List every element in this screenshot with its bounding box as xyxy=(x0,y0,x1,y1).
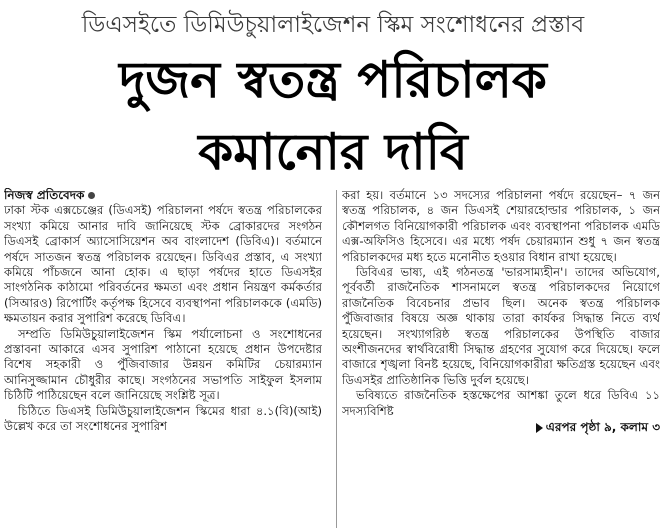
continuation-note xyxy=(342,420,660,435)
paragraph: করা হয়। বর্তমানে ১৩ সদস্যের পরিচালনা পর্ষদে রয়েছেন– ৭ জন স্বতন্ত্র পরিচালক, ৪ জন ডিএসই শেয়ারহোল্ডার পরিচালক, ১ জন কৌশলগত বিনিয়োগকারী পরিচালক এবং ব্যবস্থাপনা পরিচালক এমডি এক্স-অফিসিও হিসেবে। এর মধ্যে পর্ষদ চেয়ারম্যান শুধু ৭ জন স্বতন্ত্র পরিচালকদের মধ্য হতে মনোনীত হওয়ার বিধান রাখা হয়েছে। xyxy=(342,188,660,264)
paragraph: ঢাকা স্টক এক্সচেঞ্জের (ডিএসই) পরিচালনা পর্ষদে স্বতন্ত্র পরিচালকের সংখ্যা কমিয়ে আনার দাবি জানিয়েছে স্টক ব্রোকারদের সংগঠন ডিএসই ব্রোকার্স অ্যাসোসিয়েশন অব বাংলাদেশ (ডিবিএ)। বর্তমানে পর্ষদে সাতজন স্বতন্ত্র পরিচালক রয়েছেন। ডিবিএর প্রস্তাব, এ সংখ্যা কমিয়ে পাঁচজনে আনা হোক। এ ছাড়া পর্ষদের হাতে ডিএসইর সাংগঠনিক কাঠামো পরিবর্তনের ক্ষমতা এবং প্রধান নিয়ন্ত্রণ কর্মকর্তার (সিআরও) রিপোর্টিং কর্তৃপক্ষ হিসেবে ব্যবস্থাপনা পরিচালককে (এমডি) ক্ষমতায়ন করার সুপারিশ করেছে ডিবিএ। xyxy=(4,203,322,326)
arrow-right-icon xyxy=(536,423,543,433)
byline-text: নিজস্ব প্রতিবেদক xyxy=(4,188,85,202)
bullet-icon xyxy=(88,192,95,199)
kicker-headline: ডিএসইতে ডিমিউচুয়ালাইজেশন স্কিম সংশোধনের প্রস্তাব xyxy=(81,12,585,38)
headline-line-2: কমানোর দাবি xyxy=(198,123,468,181)
byline xyxy=(4,188,322,203)
continuation-text: এরপর পৃষ্ঠা ৯, কলাম ৩ xyxy=(545,420,660,435)
paragraph: ডিবিএর ভাষ্য, এই গঠনতন্ত্র 'ভারসাম্যহীন'। তাদের অভিযোগ, পূর্ববর্তী রাজনৈতিক শাসনামলে স্বতন্ত্র পরিচালকদের নিয়োগে রাজনৈতিক বিবেচনার প্রভাব ছিল। অনেক স্বতন্ত্র পরিচালক পুঁজিবাজার বিষয়ে অজ্ঞ থাকায় তারা কার্যকর সিদ্ধান্ত নিতে ব্যর্থ হয়েছেন। সংখ্যাগরিষ্ঠ স্বতন্ত্র পরিচালকের উপস্থিতি বাজার অংশীজনদের স্বার্থবিরোধী সিদ্ধান্ত গ্রহণের সুযোগ করে দিয়েছে। ফলে বাজারে শৃঙ্খলা বিনষ্ট হয়েছে, বিনিয়োগকারীরা ক্ষতিগ্রস্ত হয়েছেন এবং ডিএসইর প্রাতিষ্ঠানিক ভিত্তি দুর্বল হয়েছে। xyxy=(342,265,660,387)
article-column-left xyxy=(4,188,322,528)
article-column-right xyxy=(342,188,660,528)
paragraph: ভবিষ্যতে রাজনৈতিক হস্তক্ষেপের আশঙ্কা তুলে ধরে ডিবিএ ১১ সদস্যবিশিষ্ট xyxy=(342,388,660,418)
paragraph: চিঠিতে ডিএসই ডিমিউচুয়ালাইজেশন স্কিমের ধারা ৪.১(বি)(আই) উল্লেখ করে তা সংশোধনের সুপারিশ xyxy=(4,403,322,434)
paragraph: সম্প্রতি ডিমিউচুয়ালাইজেশন স্কিম পর্যালোচনা ও সংশোধনের প্রস্তাবনা আকারে এসব সুপারিশ পাঠানো হয়েছে প্রধান উপদেষ্টার বিশেষ সহকারী ও পুঁজিবাজার উন্নয়ন কমিটির চেয়ারম্যান আনিসুজ্জামান চৌধুরীর কাছে। সংগঠনের সভাপতি সাইফুল ইসলাম চিঠিটি পাঠিয়েছেন বলে জানিয়েছে সংশ্লিষ্ট সূত্র। xyxy=(4,326,322,403)
headline-line-1: দুজন স্বতন্ত্র পরিচালক xyxy=(119,51,547,109)
column-divider xyxy=(336,190,337,528)
